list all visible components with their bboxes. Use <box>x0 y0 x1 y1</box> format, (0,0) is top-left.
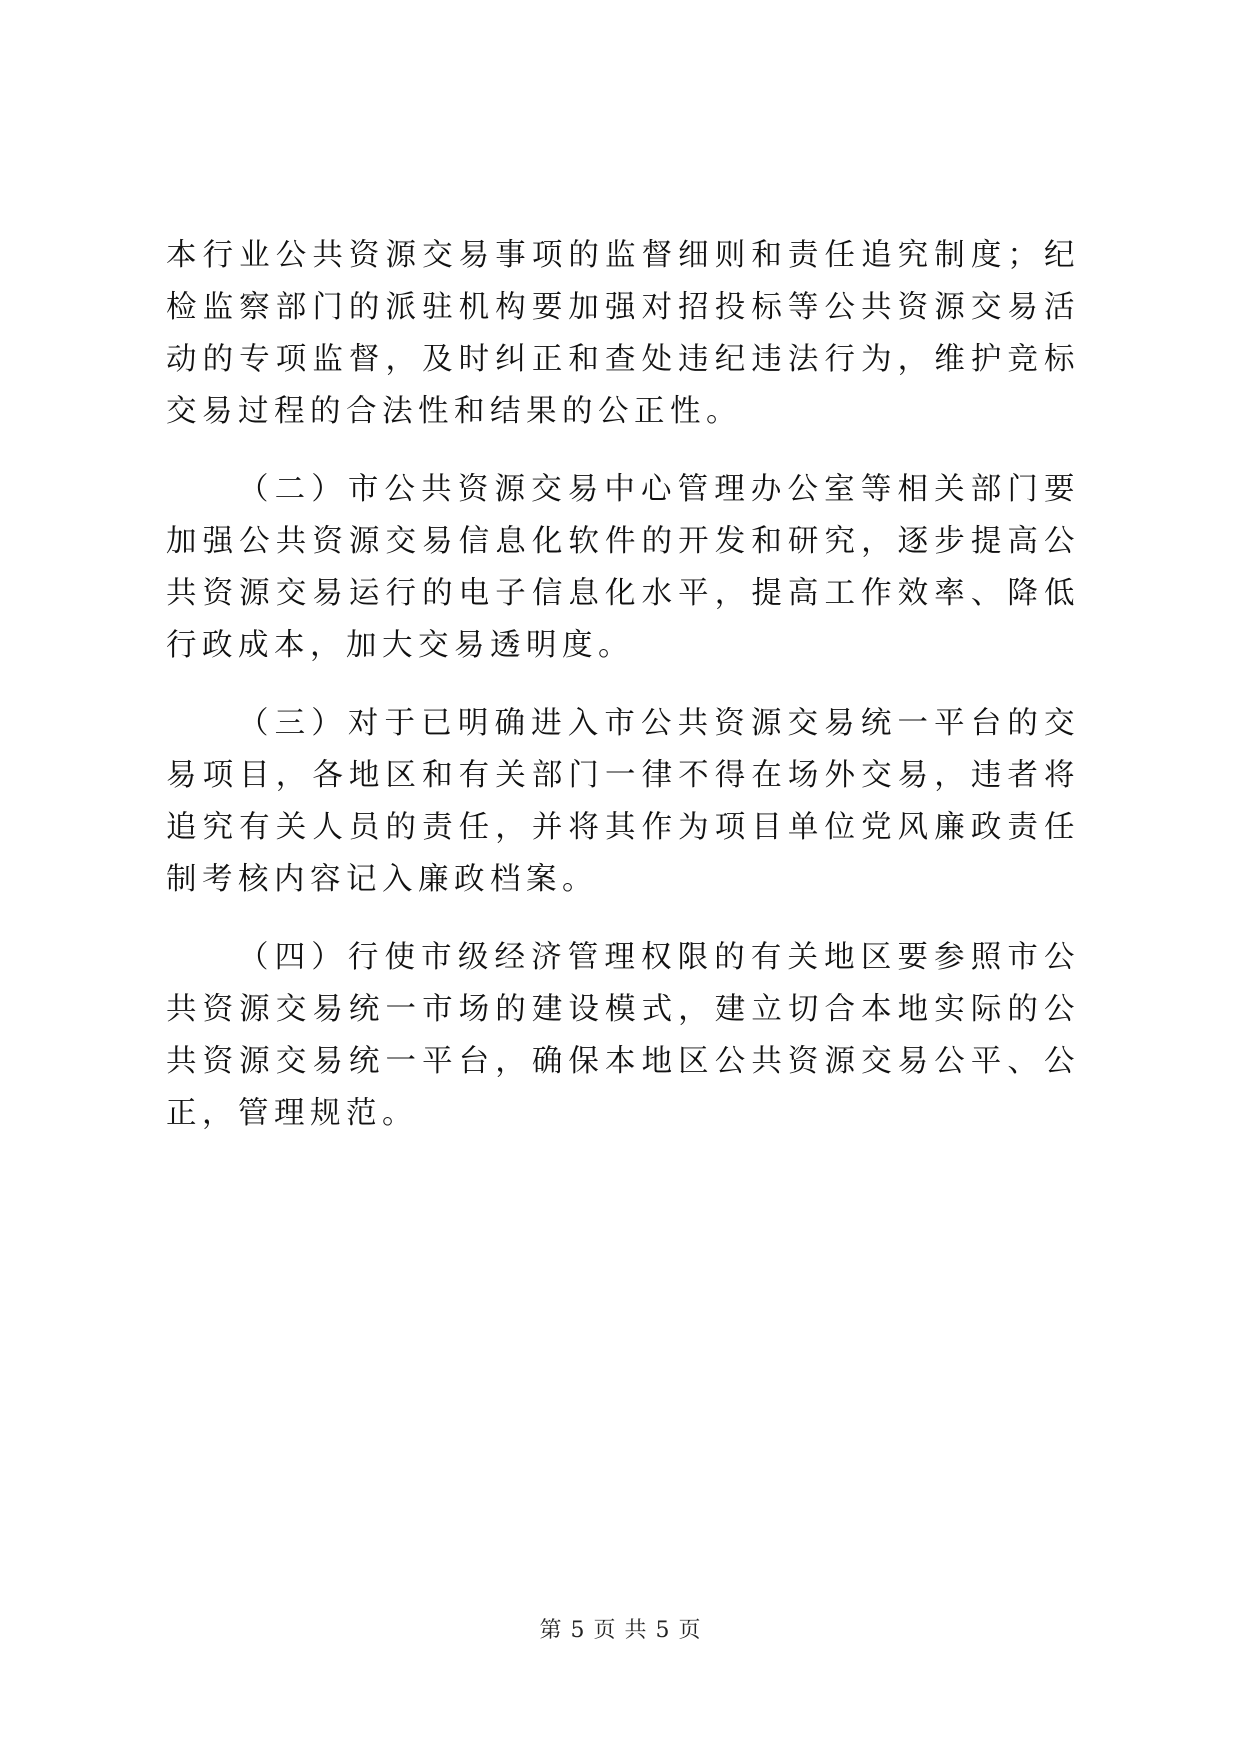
paragraph-item-2: （二）市公共资源交易中心管理办公室等相关部门要加强公共资源交易信息化软件的开发和研究，逐步提高公共资源交易运行的电子信息化水平，提高工作效率、降低行政成本，加大交易透明度。 <box>166 472 1080 663</box>
document-body <box>166 230 1080 1140</box>
paragraph-item-3: （三）对于已明确进入市公共资源交易统一平台的交易项目，各地区和有关部门一律不得在场外交易，违者将追究有关人员的责任，并将其作为项目单位党风廉政责任制考核内容记入廉政档案。 <box>166 706 1080 897</box>
paragraph-item-4: （四）行使市级经济管理权限的有关地区要参照市公共资源交易统一市场的建设模式，建立切合本地实际的公共资源交易统一平台，确保本地区公共资源交易公平、公正，管理规范。 <box>166 940 1080 1131</box>
page-number-footer: 第 5 页 共 5 页 <box>539 1618 702 1643</box>
paragraph-continued: 本行业公共资源交易事项的监督细则和责任追究制度；纪检监察部门的派驻机构要加强对招投标等公共资源交易活动的专项监督，及时纠正和查处违纪违法行为，维护竞标交易过程的合法性和结果的公正性。 <box>166 238 1080 429</box>
